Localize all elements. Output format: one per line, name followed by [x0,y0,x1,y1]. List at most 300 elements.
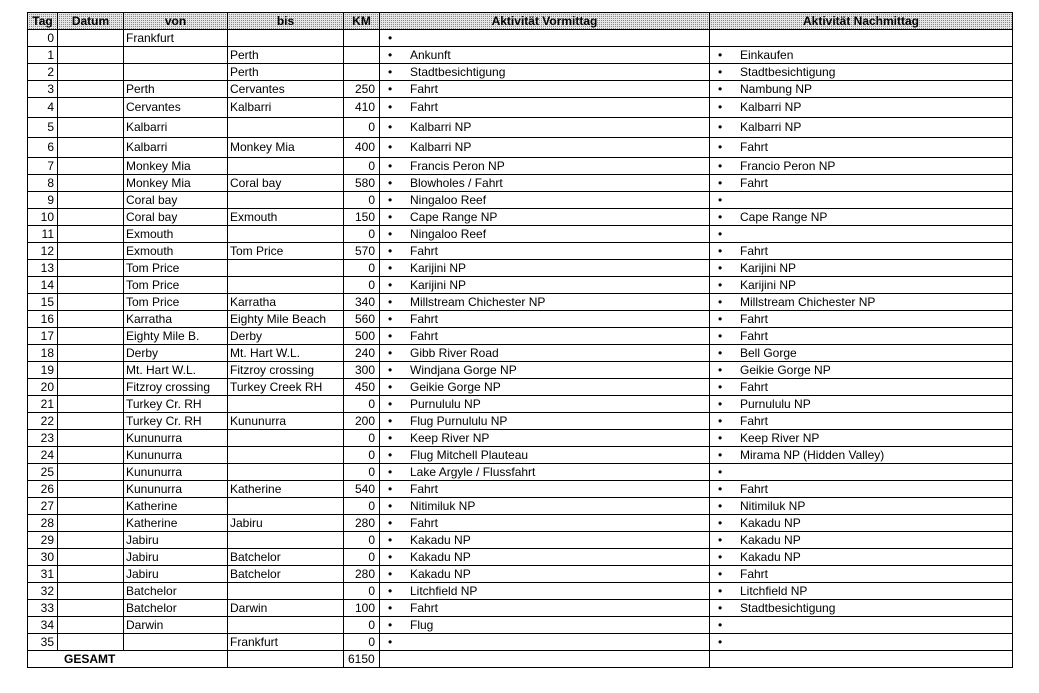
cell-tag[interactable]: 22 [28,413,58,430]
cell-bis[interactable] [228,260,344,277]
cell-tag[interactable]: 30 [28,549,58,566]
cell-datum[interactable] [58,260,124,277]
cell-km[interactable]: 580 [344,175,380,192]
cell-vormittag[interactable] [380,243,710,260]
cell-nachmittag[interactable] [710,515,1013,532]
cell-nachmittag[interactable] [710,328,1013,345]
cell-km[interactable]: 0 [344,532,380,549]
cell-tag[interactable]: 34 [28,617,58,634]
cell-datum[interactable] [58,447,124,464]
activity-text: Karijini NP [410,277,467,292]
cell-tag[interactable]: 18 [28,345,58,362]
cell-vormittag[interactable] [380,430,710,447]
cell-vormittag[interactable] [380,464,710,481]
cell-von[interactable]: Kununurra [124,430,228,447]
bullet-icon: • [388,447,393,462]
cell-datum[interactable] [58,345,124,362]
cell-vormittag[interactable] [380,311,710,328]
cell-tag[interactable]: 13 [28,260,58,277]
cell-von[interactable] [124,64,228,81]
cell-datum[interactable] [58,192,124,209]
cell-von[interactable]: Kununurra [124,464,228,481]
cell-von[interactable]: Tom Price [124,277,228,294]
cell-nachmittag[interactable] [710,64,1013,81]
header-vormittag[interactable]: Aktivität Vormittag [380,13,710,30]
cell-tag[interactable]: 15 [28,294,58,311]
cell-von[interactable]: Monkey Mia [124,158,228,175]
cell-datum[interactable] [58,430,124,447]
cell-datum[interactable] [58,277,124,294]
cell-bis[interactable] [228,30,344,47]
cell-km[interactable]: 0 [344,498,380,515]
cell-bis[interactable]: Fitzroy crossing [228,362,344,379]
cell-bis[interactable] [228,118,344,138]
cell-datum[interactable] [58,362,124,379]
cell-tag[interactable]: 7 [28,158,58,175]
cell-von[interactable]: Karratha [124,311,228,328]
activity-text: Karijini NP [740,260,797,275]
cell-tag[interactable]: 8 [28,175,58,192]
cell-datum[interactable] [58,98,124,118]
cell-nachmittag[interactable] [710,138,1013,158]
cell-km[interactable] [344,64,380,81]
activity-text: Nitimiluk NP [410,498,476,513]
cell-tag[interactable]: 14 [28,277,58,294]
cell-von[interactable]: Katherine [124,515,228,532]
cell-datum[interactable] [58,413,124,430]
cell-von[interactable]: Perth [124,81,228,98]
cell-tag[interactable]: 20 [28,379,58,396]
bullet-icon: • [388,277,393,292]
cell-km[interactable]: 0 [344,617,380,634]
cell-datum[interactable] [58,379,124,396]
cell-von[interactable]: Katherine [124,498,228,515]
cell-bis[interactable] [228,617,344,634]
cell-datum[interactable] [58,311,124,328]
cell-von[interactable]: Kalbarri [124,118,228,138]
cell-nachmittag[interactable] [710,175,1013,192]
table-row [28,243,1013,260]
bullet-icon: • [718,634,723,649]
cell-nachmittag[interactable] [710,430,1013,447]
cell-tag[interactable]: 17 [28,328,58,345]
bullet-icon: • [388,260,393,275]
cell-km[interactable]: 0 [344,464,380,481]
cell-datum[interactable] [58,118,124,138]
cell-tag[interactable]: 32 [28,583,58,600]
cell-bis[interactable]: Darwin [228,600,344,617]
cell-km[interactable]: 240 [344,345,380,362]
cell-datum[interactable] [58,481,124,498]
cell-bis[interactable]: Jabiru [228,515,344,532]
cell-km[interactable]: 500 [344,328,380,345]
header-datum[interactable]: Datum [58,13,124,30]
cell-bis[interactable]: Eighty Mile Beach [228,311,344,328]
cell-von[interactable]: Batchelor [124,583,228,600]
cell-nachmittag[interactable] [710,81,1013,98]
cell-nachmittag[interactable] [710,209,1013,226]
cell-vormittag[interactable] [380,600,710,617]
cell-vormittag[interactable] [380,118,710,138]
cell-km[interactable]: 280 [344,515,380,532]
cell-tag[interactable]: 31 [28,566,58,583]
cell-vormittag[interactable] [380,175,710,192]
header-km[interactable]: KM [344,13,380,30]
bullet-icon: • [718,498,723,513]
cell-km[interactable]: 300 [344,362,380,379]
cell-km[interactable]: 0 [344,430,380,447]
cell-datum[interactable] [58,81,124,98]
cell-von[interactable]: Tom Price [124,260,228,277]
cell-von[interactable]: Tom Price [124,294,228,311]
cell-nachmittag[interactable] [710,566,1013,583]
bullet-icon: • [388,345,393,360]
cell-tag[interactable]: 0 [28,30,58,47]
cell-km[interactable]: 560 [344,311,380,328]
cell-bis[interactable]: Batchelor [228,566,344,583]
cell-bis[interactable]: Turkey Creek RH [228,379,344,396]
total-label[interactable]: GESAMT [28,651,228,668]
cell-nachmittag[interactable] [710,311,1013,328]
cell-tag[interactable]: 10 [28,209,58,226]
cell-tag[interactable]: 25 [28,464,58,481]
cell-datum[interactable] [58,175,124,192]
cell-datum[interactable] [58,600,124,617]
cell-bis[interactable] [228,583,344,600]
cell-vormittag[interactable] [380,138,710,158]
cell-bis[interactable]: Katherine [228,481,344,498]
cell-km[interactable]: 0 [344,118,380,138]
cell-von[interactable]: Coral bay [124,209,228,226]
cell-von[interactable]: Darwin [124,617,228,634]
cell-km[interactable]: 200 [344,413,380,430]
cell-tag[interactable]: 24 [28,447,58,464]
cell-km[interactable]: 540 [344,481,380,498]
bullet-icon: • [388,362,393,377]
cell-bis[interactable]: Batchelor [228,549,344,566]
cell-datum[interactable] [58,30,124,47]
cell-vormittag[interactable] [380,294,710,311]
cell-nachmittag[interactable] [710,532,1013,549]
cell-vormittag[interactable] [380,345,710,362]
cell-nachmittag[interactable] [710,600,1013,617]
cell-nachmittag[interactable] [710,47,1013,64]
cell-km[interactable]: 410 [344,98,380,118]
bullet-icon: • [388,47,393,62]
cell-nachmittag[interactable] [710,481,1013,498]
cell-datum[interactable] [58,617,124,634]
cell-datum[interactable] [58,328,124,345]
cell-datum[interactable] [58,515,124,532]
cell-nachmittag[interactable] [710,583,1013,600]
cell-von[interactable]: Cervantes [124,98,228,118]
cell-vormittag[interactable] [380,396,710,413]
cell-tag[interactable]: 19 [28,362,58,379]
cell-datum[interactable] [58,138,124,158]
cell-bis[interactable] [228,158,344,175]
bullet-icon: • [718,600,723,615]
cell-nachmittag[interactable] [710,294,1013,311]
cell-vormittag[interactable] [380,209,710,226]
cell-tag[interactable]: 5 [28,118,58,138]
bullet-icon: • [718,81,723,96]
cell-km[interactable]: 0 [344,277,380,294]
cell-nachmittag[interactable] [710,98,1013,118]
cell-tag[interactable]: 23 [28,430,58,447]
bullet-icon: • [388,464,393,479]
cell-datum[interactable] [58,294,124,311]
cell-bis[interactable] [228,498,344,515]
bullet-icon: • [718,175,723,190]
cell-nachmittag[interactable] [710,617,1013,634]
cell-vormittag[interactable] [380,379,710,396]
cell-bis[interactable] [228,396,344,413]
cell-vormittag[interactable] [380,634,710,651]
cell-datum[interactable] [58,583,124,600]
cell-nachmittag[interactable] [710,30,1013,47]
cell-vormittag[interactable] [380,362,710,379]
cell-vormittag[interactable] [380,192,710,209]
cell-km[interactable]: 450 [344,379,380,396]
cell-nachmittag[interactable] [710,396,1013,413]
cell-tag[interactable]: 3 [28,81,58,98]
activity-text: Fahrt [410,328,439,343]
cell-tag[interactable]: 2 [28,64,58,81]
cell-km[interactable]: 400 [344,138,380,158]
cell-nachmittag[interactable] [710,226,1013,243]
header-nachmittag[interactable]: Aktivität Nachmittag [710,13,1013,30]
header-von[interactable]: von [124,13,228,30]
cell-von[interactable]: Kununurra [124,447,228,464]
cell-datum[interactable] [58,549,124,566]
cell-vormittag[interactable] [380,447,710,464]
activity-text: Kakadu NP [740,532,801,547]
cell-km[interactable]: 340 [344,294,380,311]
cell-vormittag[interactable] [380,549,710,566]
cell-nachmittag[interactable] [710,118,1013,138]
cell-datum[interactable] [58,634,124,651]
cell-bis[interactable]: Exmouth [228,209,344,226]
cell-datum[interactable] [58,64,124,81]
cell-bis[interactable]: Coral bay [228,175,344,192]
cell-nachmittag[interactable] [710,447,1013,464]
cell-von[interactable]: Jabiru [124,566,228,583]
cell-vormittag[interactable] [380,566,710,583]
cell-vormittag[interactable] [380,98,710,118]
cell-von[interactable]: Turkey Cr. RH [124,413,228,430]
cell-bis[interactable]: Tom Price [228,243,344,260]
cell-bis[interactable]: Mt. Hart W.L. [228,345,344,362]
total-nachmittag-cell[interactable] [710,651,1013,668]
table-row [28,294,1013,311]
cell-tag[interactable]: 26 [28,481,58,498]
activity-text: Nitimiluk NP [740,498,806,513]
cell-km[interactable]: 0 [344,447,380,464]
cell-nachmittag[interactable] [710,379,1013,396]
cell-nachmittag[interactable] [710,243,1013,260]
cell-datum[interactable] [58,566,124,583]
cell-von[interactable] [124,634,228,651]
cell-tag[interactable]: 9 [28,192,58,209]
activity-text: Fahrt [740,566,769,581]
cell-tag[interactable]: 11 [28,226,58,243]
cell-tag[interactable]: 21 [28,396,58,413]
cell-tag[interactable]: 35 [28,634,58,651]
cell-km[interactable]: 0 [344,226,380,243]
cell-km[interactable]: 250 [344,81,380,98]
cell-von[interactable]: Exmouth [124,226,228,243]
table-row [28,549,1013,566]
cell-von[interactable]: Monkey Mia [124,175,228,192]
cell-datum[interactable] [58,158,124,175]
cell-bis[interactable]: Frankfurt [228,634,344,651]
activity-text: Fahrt [740,328,769,343]
cell-datum[interactable] [58,47,124,64]
cell-bis[interactable] [228,430,344,447]
cell-datum[interactable] [58,209,124,226]
cell-bis[interactable]: Kununurra [228,413,344,430]
cell-von[interactable]: Mt. Hart W.L. [124,362,228,379]
cell-km[interactable]: 0 [344,396,380,413]
cell-nachmittag[interactable] [710,498,1013,515]
cell-datum[interactable] [58,396,124,413]
cell-nachmittag[interactable] [710,192,1013,209]
bullet-icon: • [718,311,723,326]
cell-vormittag[interactable] [380,532,710,549]
cell-vormittag[interactable] [380,328,710,345]
cell-tag[interactable]: 28 [28,515,58,532]
cell-bis[interactable]: Perth [228,64,344,81]
cell-von[interactable]: Jabiru [124,532,228,549]
cell-vormittag[interactable] [380,413,710,430]
cell-von[interactable]: Derby [124,345,228,362]
table-row [28,566,1013,583]
activity-text: Mirama NP (Hidden Valley) [740,447,885,462]
total-km[interactable]: 6150 [344,651,380,668]
cell-nachmittag[interactable] [710,634,1013,651]
header-bis[interactable]: bis [228,13,344,30]
cell-nachmittag[interactable] [710,260,1013,277]
activity-text: Stadtbesichtigung [410,64,506,79]
cell-km[interactable]: 0 [344,583,380,600]
cell-bis[interactable]: Perth [228,47,344,64]
cell-tag[interactable]: 1 [28,47,58,64]
cell-vormittag[interactable] [380,81,710,98]
cell-datum[interactable] [58,464,124,481]
total-vormittag-cell[interactable] [380,651,710,668]
cell-tag[interactable]: 16 [28,311,58,328]
activity-text: Keep River NP [740,430,820,445]
cell-bis[interactable]: Karratha [228,294,344,311]
cell-von[interactable]: Turkey Cr. RH [124,396,228,413]
total-bis-cell[interactable] [228,651,344,668]
cell-von[interactable]: Jabiru [124,549,228,566]
table-row [28,226,1013,243]
cell-von[interactable]: Batchelor [124,600,228,617]
cell-km[interactable]: 0 [344,260,380,277]
cell-tag[interactable]: 12 [28,243,58,260]
cell-tag[interactable]: 6 [28,138,58,158]
cell-bis[interactable] [228,447,344,464]
cell-datum[interactable] [58,532,124,549]
cell-vormittag[interactable] [380,515,710,532]
cell-nachmittag[interactable] [710,549,1013,566]
cell-bis[interactable] [228,192,344,209]
cell-vormittag[interactable] [380,481,710,498]
cell-von[interactable]: Kalbarri [124,138,228,158]
cell-km[interactable]: 0 [344,158,380,175]
cell-vormittag[interactable] [380,277,710,294]
cell-von[interactable]: Exmouth [124,243,228,260]
cell-tag[interactable]: 33 [28,600,58,617]
cell-von[interactable] [124,47,228,64]
header-tag[interactable]: Tag [28,13,58,30]
cell-bis[interactable] [228,464,344,481]
cell-vormittag[interactable] [380,158,710,175]
cell-nachmittag[interactable] [710,158,1013,175]
cell-vormittag[interactable] [380,30,710,47]
cell-bis[interactable] [228,226,344,243]
cell-bis[interactable]: Cervantes [228,81,344,98]
cell-datum[interactable] [58,226,124,243]
cell-datum[interactable] [58,498,124,515]
cell-km[interactable]: 150 [344,209,380,226]
activity-text: Francis Peron NP [410,158,505,173]
cell-nachmittag[interactable] [710,464,1013,481]
cell-vormittag[interactable] [380,498,710,515]
bullet-icon: • [718,464,723,479]
cell-datum[interactable] [58,243,124,260]
cell-km[interactable]: 280 [344,566,380,583]
cell-bis[interactable]: Kalbarri [228,98,344,118]
cell-von[interactable]: Kununurra [124,481,228,498]
cell-km[interactable]: 100 [344,600,380,617]
bullet-icon: • [388,481,393,496]
cell-von[interactable]: Frankfurt [124,30,228,47]
cell-km[interactable] [344,47,380,64]
cell-vormittag[interactable] [380,47,710,64]
cell-bis[interactable] [228,532,344,549]
cell-bis[interactable] [228,277,344,294]
bullet-icon: • [388,175,393,190]
cell-km[interactable]: 570 [344,243,380,260]
cell-km[interactable] [344,30,380,47]
cell-tag[interactable]: 27 [28,498,58,515]
cell-von[interactable]: Eighty Mile B. [124,328,228,345]
cell-bis[interactable]: Monkey Mia [228,138,344,158]
activity-text: Fahrt [740,379,769,394]
cell-km[interactable]: 0 [344,549,380,566]
cell-tag[interactable]: 4 [28,98,58,118]
cell-vormittag[interactable] [380,583,710,600]
cell-nachmittag[interactable] [710,362,1013,379]
activity-text: Fahrt [740,311,769,326]
cell-vormittag[interactable] [380,260,710,277]
cell-vormittag[interactable] [380,226,710,243]
cell-von[interactable]: Fitzroy crossing [124,379,228,396]
cell-nachmittag[interactable] [710,345,1013,362]
bullet-icon: • [718,566,723,581]
cell-nachmittag[interactable] [710,413,1013,430]
cell-bis[interactable]: Derby [228,328,344,345]
cell-von[interactable]: Coral bay [124,192,228,209]
cell-vormittag[interactable] [380,617,710,634]
cell-tag[interactable]: 29 [28,532,58,549]
cell-nachmittag[interactable] [710,277,1013,294]
cell-vormittag[interactable] [380,64,710,81]
cell-km[interactable]: 0 [344,192,380,209]
cell-km[interactable]: 0 [344,634,380,651]
